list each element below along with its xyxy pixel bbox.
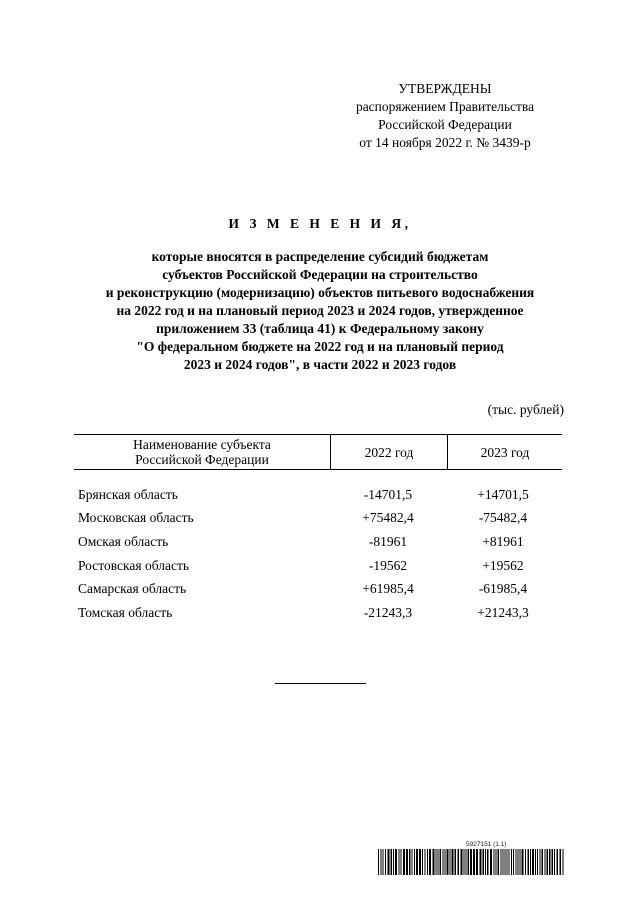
table-row <box>74 530 562 554</box>
table-row <box>74 601 562 625</box>
subtitle-line: "О федеральном бюджете на 2022 год и на плановый период <box>136 339 504 354</box>
table-row <box>74 483 562 507</box>
value-2023: +81961 <box>482 533 524 549</box>
subtitle-line: приложением 33 (таблица 41) к Федеральному закону <box>156 321 484 336</box>
value-2023: +19562 <box>482 557 524 573</box>
header-2022: 2022 год <box>331 435 448 469</box>
value-2023: -75482,4 <box>478 510 528 526</box>
approval-line-date: от 14 ноября 2022 г. № 3439-р <box>359 135 531 150</box>
approval-stamp <box>330 80 560 152</box>
value-2022: +61985,4 <box>362 581 414 597</box>
region-name: Московская область <box>78 510 194 526</box>
approval-line-order: распоряжением Правительства <box>355 99 535 114</box>
region-name: Томская область <box>78 604 173 620</box>
subtitle-line: и реконструкцию (модернизацию) объектов питьевого водоснабжения <box>105 285 535 300</box>
subtitle-line: субъектов Российской Федерации на строительство <box>162 267 478 282</box>
units-label: (тыс. рублей) <box>487 402 564 417</box>
region-name: Брянская область <box>78 486 178 502</box>
document-heading: И З М Е Н Е Н И Я, <box>228 216 412 231</box>
subtitle-line: на 2022 год и на плановый период 2023 и 2024 годов, утвержденное <box>116 303 524 318</box>
approval-line-federation: Российской Федерации <box>378 117 512 132</box>
subtitle-line: которые вносятся в распределение субсидий бюджетам <box>151 249 489 264</box>
region-name: Омская область <box>78 533 169 549</box>
document-subtitle <box>40 248 600 374</box>
document-code: 5927151 (1.1) <box>466 841 507 848</box>
header-region-name-line1: Наименование субъекта <box>133 437 271 452</box>
header-region-name <box>74 435 331 469</box>
table-header <box>74 434 562 470</box>
region-name: Ростовская область <box>78 557 189 573</box>
table-row <box>74 554 562 578</box>
value-2023: -61985,4 <box>478 581 528 597</box>
region-name: Самарская область <box>78 581 187 597</box>
subtitle-line: 2023 и 2024 годов", в части 2022 и 2023 годов <box>183 357 457 372</box>
value-2022: -19562 <box>368 557 408 573</box>
table-row <box>74 507 562 531</box>
value-2022: +75482,4 <box>362 510 414 526</box>
table-row <box>74 577 562 601</box>
value-2023: +14701,5 <box>477 486 529 502</box>
subsidy-table <box>74 434 562 625</box>
header-region-name-line2: Российской Федерации <box>135 452 269 467</box>
value-2023: +21243,3 <box>477 604 529 620</box>
table-body <box>74 470 562 625</box>
approval-title: УТВЕРЖДЕНЫ <box>398 81 492 96</box>
value-2022: -21243,3 <box>363 604 413 620</box>
barcode-image <box>378 849 564 875</box>
value-2022: -14701,5 <box>363 486 413 502</box>
value-2022: -81961 <box>368 533 408 549</box>
header-2023: 2023 год <box>480 444 530 460</box>
end-separator-line <box>275 683 366 684</box>
